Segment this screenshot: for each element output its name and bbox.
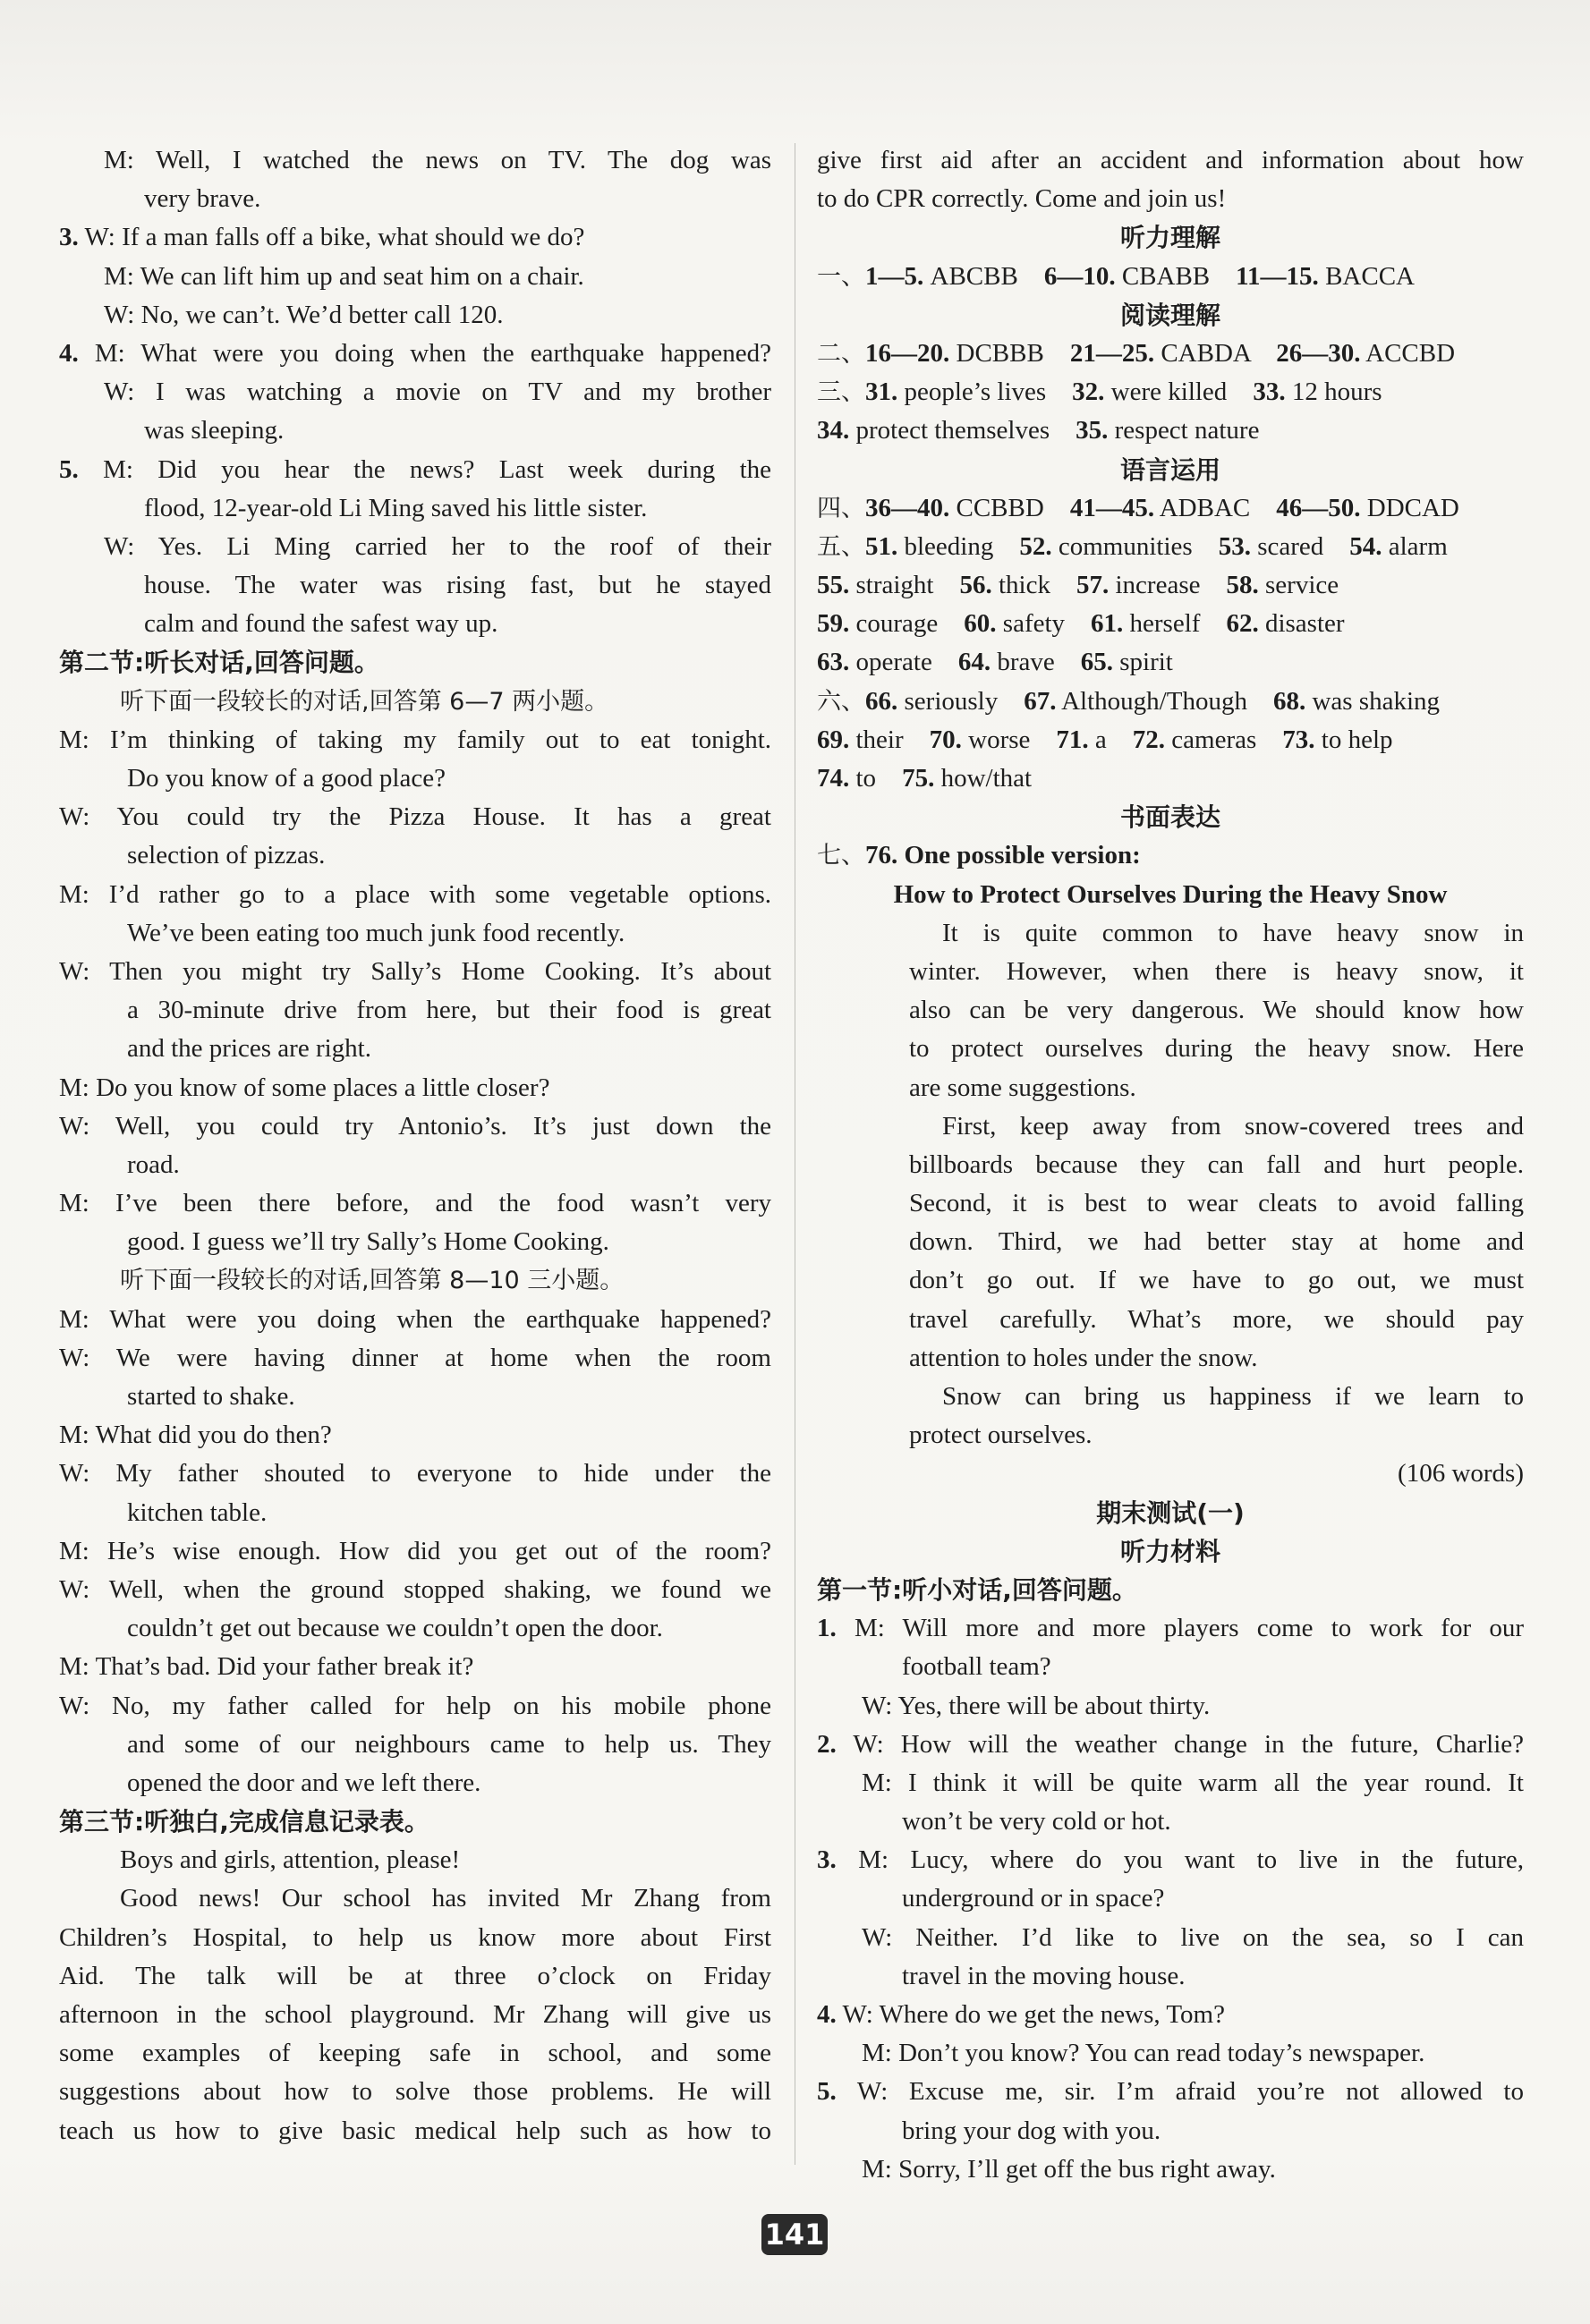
line-text: and some of our neighbours came to help us. They [127, 1729, 771, 1759]
line-text: W: You could try the Pizza House. It has a great [59, 802, 771, 832]
answer-text: brave [991, 648, 1081, 677]
answer-text: how/that [934, 764, 1033, 793]
question-number: 64. [957, 648, 991, 677]
right-column-line [817, 1726, 1524, 1764]
left-column-line [59, 296, 771, 335]
line-text: W: Where do we get the news, Tom? [836, 2000, 1225, 2029]
item-number: 4. [817, 2000, 837, 2029]
question-number: 68. [1272, 686, 1306, 716]
left-column-line [59, 1609, 771, 1648]
line-text: W: No, my father called for help on his mobile phone [59, 1691, 771, 1720]
left-column-line [59, 953, 771, 991]
left-column-line [59, 1146, 771, 1184]
right-column-line [817, 1957, 1524, 1996]
line-text: good. I guess we’ll try Sally’s Home Cooking. [127, 1227, 609, 1257]
line-text: 听力理解 [1119, 223, 1220, 253]
right-column-line [817, 759, 1524, 798]
section-marker: 二、 [817, 339, 865, 368]
question-number: 52. [1019, 531, 1052, 561]
left-column-line [59, 411, 771, 450]
line-text: Snow can bring us happiness if we learn to [942, 1382, 1524, 1411]
line-text: selection of pizzas. [127, 841, 326, 870]
line-text: opened the door and we left there. [127, 1768, 481, 1797]
line-text: 语言运用 [1119, 454, 1220, 485]
question-number: 58. [1226, 571, 1259, 600]
answer-text: communities [1051, 531, 1219, 561]
left-column-line [59, 798, 771, 836]
line-text: M: I’d rather go to a place with some vegetable options. [59, 879, 771, 909]
question-number: 67. [1024, 686, 1057, 716]
left-column-line [59, 566, 771, 605]
left-column-line [59, 141, 771, 180]
line-text: flood, 12-year-old Li Ming saved his little sister. [144, 493, 648, 522]
line-text: (106 words) [1398, 1459, 1524, 1489]
question-number: 61. [1091, 609, 1124, 639]
left-column-line [59, 528, 771, 566]
right-column-line [817, 2073, 1524, 2111]
section-marker: 四、 [817, 494, 865, 522]
line-text: M: I think it will be quite warm all the year round. It [862, 1768, 1524, 1797]
right-column-line [817, 1802, 1524, 1841]
line-text: M: Lucy, where do you want to live in the future, [836, 1845, 1524, 1875]
line-text: M: Do you know of some places a little closer? [59, 1073, 550, 1102]
right-column-line [817, 683, 1524, 721]
right-column-line [817, 218, 1524, 257]
right-column-line [817, 2034, 1524, 2073]
line-text: W: Then you might try Sally’s Home Cooking. It’s about [59, 956, 771, 986]
right-column-line [817, 1609, 1524, 1648]
left-column-line [59, 759, 771, 798]
left-column-line [59, 1841, 771, 1879]
line-text: M: Will more and more players come to work for our [836, 1614, 1524, 1643]
question-number: 35. [1076, 416, 1109, 445]
left-column-line [59, 1494, 771, 1532]
answer-text: CABDA [1154, 338, 1277, 368]
left-column-line [59, 1648, 771, 1686]
answer-text: scared [1250, 531, 1350, 561]
answer-text: people’s lives [897, 377, 1073, 407]
line-text: M: That’s bad. Did your father break it? [59, 1652, 474, 1682]
line-text: started to shake. [127, 1382, 295, 1411]
line-text: winter. However, when there is heavy snow, it [909, 956, 1524, 986]
page-number: 141 [761, 2214, 828, 2255]
line-text: teach us how to give basic medical help such as how to [59, 2116, 771, 2145]
line-text: 第三节:听独白,完成信息记录表。 [59, 1807, 429, 1837]
question-number: 34. [817, 416, 850, 445]
right-column-line [817, 373, 1524, 411]
line-text: Good news! Our school has invited Mr Zhang from [120, 1884, 771, 1913]
answer-text: their [849, 725, 930, 754]
line-text: bring your dog with you. [902, 2116, 1161, 2145]
left-column-line [59, 451, 771, 489]
question-number: 56. [959, 571, 992, 600]
answer-text: ABCBB [923, 261, 1044, 291]
answer-text: ADBAC [1154, 493, 1277, 522]
left-column-line [59, 721, 771, 759]
item-number: 4. [59, 338, 79, 368]
right-column-line [817, 1764, 1524, 1802]
question-number: 11—15. [1236, 261, 1319, 291]
line-text: to do CPR correctly. Come and join us! [817, 184, 1227, 214]
line-text: are some suggestions. [909, 1073, 1136, 1102]
left-column-line [59, 1261, 771, 1300]
line-text: M: Did you hear the news? Last week during the [78, 454, 771, 484]
left-column-line [59, 1416, 771, 1455]
right-column-line [817, 489, 1524, 528]
left-column-line [59, 2112, 771, 2150]
line-text: afternoon in the school playground. Mr Zhang will give us [59, 2000, 771, 2029]
line-text: Aid. The talk will be at three o’clock on Friday [59, 1961, 771, 1990]
line-text: 听下面一段较长的对话,回答第 6—7 两小题。 [120, 687, 609, 716]
answer-text: DDCAD [1360, 493, 1459, 522]
line-text: 第二节:听长对话,回答问题。 [59, 648, 379, 678]
section-marker: 三、 [817, 378, 865, 407]
left-column-line [59, 1069, 771, 1107]
right-column-line [817, 1030, 1524, 1068]
question-number: 65. [1080, 648, 1113, 677]
item-number: 3. [817, 1845, 837, 1875]
line-text: M: What were you doing when the earthquake happened? [78, 338, 771, 368]
line-text: calm and found the safest way up. [144, 609, 498, 639]
line-text: suggestions about how to solve those problems. He will [59, 2077, 771, 2107]
right-column-line [817, 1687, 1524, 1726]
line-text: W: We were having dinner at home when the room [59, 1343, 771, 1372]
question-number: 66. [865, 686, 898, 716]
left-column-line [59, 605, 771, 643]
left-column-line [59, 1030, 771, 1068]
line-text: and the prices are right. [127, 1034, 371, 1064]
left-column-line [59, 1301, 771, 1339]
line-text: some examples of keeping safe in school, and some [59, 2039, 771, 2068]
left-column-line [59, 1996, 771, 2034]
question-number: 55. [817, 571, 850, 600]
line-text: W: Well, you could try Antonio’s. It’s just down the [59, 1111, 771, 1141]
section-marker: 六、 [817, 687, 865, 716]
line-text: 书面表达 [1119, 802, 1220, 833]
line-text: W: Yes. Li Ming carried her to the roof of their [104, 531, 771, 561]
line-text: M: Sorry, I’ll get off the bus right away. [862, 2154, 1276, 2184]
line-text: Do you know of a good place? [127, 764, 446, 793]
right-column-line [817, 914, 1524, 953]
answer-text: spirit [1113, 648, 1173, 677]
question-number: 31. [865, 377, 898, 407]
answer-text: protect themselves [849, 416, 1076, 445]
question-number: 62. [1226, 609, 1259, 639]
question-number: 63. [817, 648, 850, 677]
answer-text: disaster [1258, 609, 1345, 639]
answer-text: service [1258, 571, 1339, 600]
line-text: attention to holes under the snow. [909, 1343, 1258, 1372]
line-text: a 30-minute drive from here, but their food is great [127, 996, 771, 1025]
right-column-line [817, 953, 1524, 991]
right-column-line [817, 451, 1524, 489]
right-column-line [817, 1416, 1524, 1455]
line-text: 期末测试(一) [1096, 1497, 1245, 1528]
question-number: How to Protect Ourselves During the Heavy Snow [893, 879, 1448, 909]
right-column-line [817, 798, 1524, 836]
right-column-line [817, 1069, 1524, 1107]
right-column-line [817, 1879, 1524, 1918]
question-number: 41—45. [1069, 493, 1155, 522]
line-text: couldn’t get out because we couldn’t open the door. [127, 1614, 663, 1643]
question-number: 71. [1056, 725, 1089, 754]
left-column-line [59, 683, 771, 721]
answer-text: worse [961, 725, 1057, 754]
left-column-line [59, 180, 771, 218]
line-text: W: I was watching a movie on TV and my brother [104, 377, 771, 407]
line-text: was sleeping. [144, 416, 285, 445]
left-column-line [59, 2073, 771, 2111]
section-marker: 一、 [817, 262, 865, 291]
left-column-line [59, 1879, 771, 1918]
right-column-line [817, 1919, 1524, 1957]
line-text: kitchen table. [127, 1497, 268, 1527]
answer-text: increase [1109, 571, 1227, 600]
line-text: M: Don’t you know? You can read today’s newspaper. [862, 2039, 1425, 2068]
line-text: to protect ourselves during the heavy snow. Here [909, 1034, 1524, 1064]
line-text: football team? [902, 1652, 1051, 1682]
left-column-line [59, 914, 771, 953]
left-column-line [59, 1764, 771, 1802]
line-text: underground or in space? [902, 1884, 1165, 1913]
line-text: 第一节:听小对话,回答问题。 [817, 1574, 1137, 1605]
left-column-line [59, 1378, 771, 1416]
answer-text: seriously [897, 686, 1025, 716]
line-text: also can be very dangerous. We should know how [909, 996, 1524, 1025]
left-column-line [59, 1919, 771, 1957]
right-column-line [817, 991, 1524, 1030]
question-number: 75. [902, 764, 935, 793]
answer-text: BACCA [1318, 261, 1415, 291]
line-text: Children’s Hospital, to help us know more about First [59, 1922, 771, 1952]
question-number: 54. [1349, 531, 1382, 561]
line-text: billboards because they can fall and hurt people. [909, 1149, 1524, 1179]
question-number: 21—25. [1069, 338, 1155, 368]
answer-text: ACCBD [1360, 338, 1456, 368]
answer-text: a [1088, 725, 1133, 754]
right-column-line [817, 528, 1524, 566]
right-column [817, 141, 1524, 2189]
left-column-line [59, 1687, 771, 1726]
line-text: 听力材料 [1119, 1536, 1220, 1566]
answer-text: was shaking [1305, 686, 1441, 716]
answer-text: straight [849, 571, 960, 600]
line-text: M: He’s wise enough. How did you get out of the room? [59, 1536, 771, 1565]
item-number: 5. [817, 2077, 837, 2107]
question-number: 73. [1282, 725, 1315, 754]
line-text: We’ve been eating too much junk food recently. [127, 918, 625, 947]
right-column-line [817, 1648, 1524, 1686]
line-text: W: How will the weather change in the future, Charlie? [836, 1729, 1524, 1759]
left-column-line [59, 1455, 771, 1493]
right-column-line [817, 1146, 1524, 1184]
left-column-line [59, 373, 771, 411]
right-column-line [817, 1339, 1524, 1378]
right-column-line [817, 1301, 1524, 1339]
line-text: M: I’ve been there before, and the food wasn’t very [59, 1189, 771, 1218]
answer-text: herself [1123, 609, 1227, 639]
right-column-line [817, 1107, 1524, 1146]
right-column-line [817, 836, 1524, 875]
answer-text: thick [991, 571, 1076, 600]
left-column-line [59, 991, 771, 1030]
question-number: 70. [929, 725, 962, 754]
right-column-line [817, 1841, 1524, 1879]
answer-text: cameras [1165, 725, 1283, 754]
left-column-line [59, 1339, 771, 1378]
line-text: M: What were you doing when the earthquake happened? [59, 1304, 771, 1334]
right-column-line [817, 643, 1524, 682]
right-column-line [817, 605, 1524, 643]
answer-text: alarm [1382, 531, 1448, 561]
line-text: M: What did you do then? [59, 1421, 332, 1450]
line-text: Boys and girls, attention, please! [120, 1845, 461, 1875]
answer-text: DCBBB [949, 338, 1070, 368]
answer-text: operate [849, 648, 958, 677]
line-text: W: My father shouted to everyone to hide under the [59, 1459, 771, 1489]
item-number: 1. [817, 1614, 837, 1643]
line-text: down. Third, we had better stay at home and [909, 1227, 1524, 1257]
line-text: very brave. [144, 184, 261, 214]
answer-text: CBABB [1115, 261, 1237, 291]
line-text: house. The water was rising fast, but he stayed [144, 571, 771, 600]
question-number: 51. [865, 531, 898, 561]
answer-text: 12 hours [1285, 377, 1382, 407]
question-number: 26—30. [1276, 338, 1361, 368]
question-number: 60. [964, 609, 997, 639]
right-column-line [817, 335, 1524, 373]
answer-text: courage [849, 609, 965, 639]
item-number: 5. [59, 454, 79, 484]
answer-text: safety [996, 609, 1092, 639]
right-column-line [817, 1494, 1524, 1532]
left-column-line [59, 1107, 771, 1146]
section-marker: 七、 [817, 842, 865, 870]
question-number: 6—10. [1043, 261, 1116, 291]
question-number: 33. [1253, 377, 1286, 407]
left-column-line [59, 1571, 771, 1609]
left-column-line [59, 258, 771, 296]
question-number: 74. [817, 764, 850, 793]
line-text: W: Neither. I’d like to live on the sea, so I can [862, 1922, 1524, 1952]
left-column-line [59, 1532, 771, 1571]
left-column-line [59, 2034, 771, 2073]
line-text: W: No, we can’t. We’d better call 120. [104, 300, 504, 329]
answer-text: to help [1314, 725, 1393, 754]
left-column-line [59, 1802, 771, 1841]
answer-text: bleeding [897, 531, 1020, 561]
line-text: don’t go out. If we have to go out, we must [909, 1266, 1524, 1295]
right-column-line [817, 721, 1524, 759]
question-number: 1—5. [865, 261, 924, 291]
left-column-line [59, 489, 771, 528]
right-column-line [817, 876, 1524, 914]
line-text: travel carefully. What’s more, we should pay [909, 1304, 1524, 1334]
question-number: 59. [817, 609, 850, 639]
right-column-line [817, 2112, 1524, 2150]
line-text: W: If a man falls off a bike, what should we do? [78, 223, 585, 252]
item-number: 2. [817, 1729, 837, 1759]
answer-text: Although/Though [1056, 686, 1273, 716]
line-text: 听下面一段较长的对话,回答第 8—10 三小题。 [120, 1267, 625, 1295]
right-column-line [817, 180, 1524, 218]
line-text: M: I’m thinking of taking my family out to eat tonight. [59, 725, 771, 754]
left-column-line [59, 643, 771, 682]
left-column-line [59, 1184, 771, 1223]
line-text: It is quite common to have heavy snow in [942, 918, 1524, 947]
left-column-line [59, 1223, 771, 1261]
line-text: W: Yes, there will be about thirty. [862, 1691, 1211, 1720]
line-text: Second, it is best to wear cleats to avoid falling [909, 1189, 1524, 1218]
right-column-line [817, 1223, 1524, 1261]
right-column-line [817, 1571, 1524, 1609]
question-number: 32. [1072, 377, 1105, 407]
right-column-line [817, 566, 1524, 605]
question-number: 16—20. [865, 338, 950, 368]
line-text: 阅读理解 [1119, 300, 1220, 330]
line-text: First, keep away from snow-covered trees and [942, 1111, 1524, 1141]
right-column-line [817, 1455, 1524, 1493]
left-column-line [59, 218, 771, 257]
answer-text: to [849, 764, 903, 793]
left-column-line [59, 1726, 771, 1764]
right-column-line [817, 1261, 1524, 1300]
right-column-line [817, 296, 1524, 335]
question-number: 53. [1218, 531, 1251, 561]
line-text: give first aid after an accident and information about how [817, 146, 1524, 174]
right-column-line [817, 2150, 1524, 2189]
right-column-line [817, 1184, 1524, 1223]
right-column-line [817, 1378, 1524, 1416]
question-number: 76. One possible version: [865, 841, 1141, 870]
line-text: travel in the moving house. [902, 1961, 1186, 1990]
answer-text: respect nature [1108, 416, 1260, 445]
right-column-line [817, 411, 1524, 450]
line-text: M: We can lift him up and seat him on a chair. [104, 261, 584, 291]
left-column-line [59, 876, 771, 914]
right-column-line [817, 1996, 1524, 2034]
answer-text: CCBBD [949, 493, 1070, 522]
item-number: 3. [59, 223, 79, 252]
right-column-line [817, 1532, 1524, 1571]
left-column-line [59, 836, 771, 875]
line-text: won’t be very cold or hot. [902, 1807, 1171, 1836]
line-text: M: Well, I watched the news on TV. The dog was [104, 146, 771, 174]
answer-text: were killed [1104, 377, 1254, 407]
line-text: protect ourselves. [909, 1421, 1093, 1450]
left-column-line [59, 335, 771, 373]
section-marker: 五、 [817, 532, 865, 561]
question-number: 72. [1132, 725, 1166, 754]
line-text: road. [127, 1149, 180, 1179]
question-number: 57. [1076, 571, 1110, 600]
right-column-line [817, 258, 1524, 296]
left-column [59, 141, 771, 2150]
question-number: 69. [817, 725, 850, 754]
right-column-line [817, 141, 1524, 180]
left-column-line [59, 1957, 771, 1996]
line-text: W: Well, when the ground stopped shaking, we found we [59, 1574, 771, 1604]
question-number: 46—50. [1276, 493, 1361, 522]
question-number: 36—40. [865, 493, 950, 522]
line-text: W: Excuse me, sir. I’m afraid you’re not allowed to [836, 2077, 1524, 2107]
